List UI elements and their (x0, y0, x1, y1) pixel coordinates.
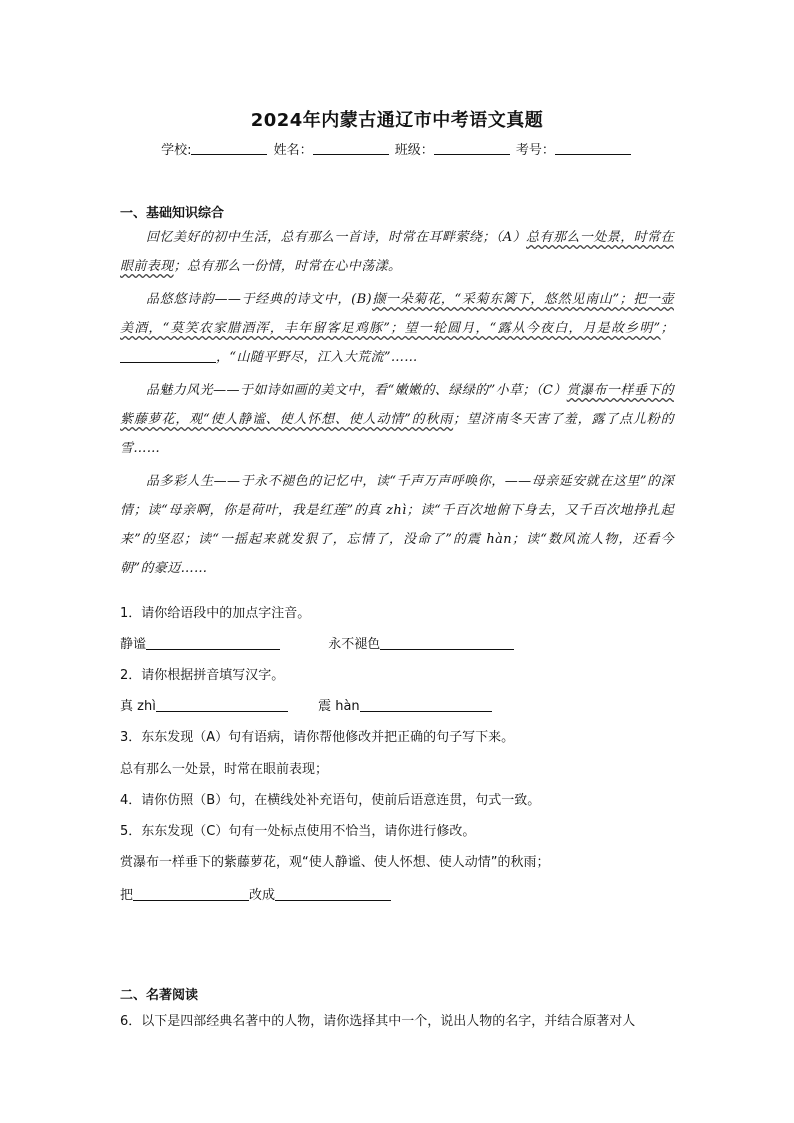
question-5-answers: 把 改成 (120, 884, 391, 903)
school-label: 学校: (161, 143, 192, 158)
question-4: 4．请你仿照（B）句，在横线处补充语句，使前后语意连贯，句式一致。 (120, 793, 541, 808)
answer-blank-original[interactable] (133, 888, 249, 901)
answer-blank-zhi[interactable] (156, 699, 288, 712)
question-2: 2．请你根据拼音填写汉字。 (120, 668, 285, 683)
passage-paragraph-2: 品悠悠诗韵——于经典的诗文中，(B)撷一朵菊花，“采菊东篱下，悠然见南山”；把一壶美酒，“莫笑农家腊酒浑，丰年留客足鸡豚”；望一轮圆月，“露从今夜白，月是故乡明”；，“山随平野尽，江入大荒流”…… (120, 292, 674, 365)
question-3-sentence: 总有那么一处景，时常在眼前表现； (120, 762, 329, 777)
section-heading-1: 一、基础知识综合 (120, 206, 225, 221)
answer-blank-tuise[interactable] (380, 637, 514, 650)
name-label: 姓名： (273, 143, 313, 158)
passage (120, 223, 674, 583)
answer-blank-jingmi[interactable] (146, 637, 280, 650)
question-6: 6．以下是四部经典名著中的人物，请你选择其中一个，说出人物的名字，并结合原著对人 (120, 1014, 636, 1029)
sentence-a: 总有那么一处景，时常在眼前表现 (120, 230, 674, 274)
passage-paragraph-4: 品多彩人生——于永不褪色的记忆中，读“千声万声呼唤你，——母亲延安就在这里”的深情；读“母亲啊，你是荷叶，我是红莲”的真 zhì；读“千百次地俯下身去，又千百次地挣扎起来”的坚忍；读“一摇起来就发狠了，忘情了，没命了”的震 hàn；读“数风流人物，还看今朝”的豪迈…… (120, 474, 674, 576)
question-1: 1．请你给语段中的加点字注音。 (120, 606, 311, 621)
passage-paragraph-1: 回忆美好的初中生活，总有那么一首诗，时常在耳畔萦绕；（A）总有那么一处景，时常在眼前表现；总有那么一份情，时常在心中荡漾。 (120, 230, 674, 274)
page-title: 2024年内蒙古通辽市中考语文真题 (250, 110, 544, 131)
sentence-c: 赏瀑布一样垂下的紫藤萝花，观“使人静谧、使人怀想、使人动情”的秋雨 (120, 383, 674, 427)
question-3: 3．东东发现（A）句有语病，请你帮他修改并把正确的句子写下来。 (120, 730, 515, 745)
number-blank[interactable] (555, 142, 631, 155)
question-5: 5．东东发现（C）句有一处标点使用不恰当，请你进行修改。 (120, 824, 476, 839)
answer-blank-revised[interactable] (275, 888, 391, 901)
school-blank[interactable] (191, 142, 267, 155)
question-5-sentence: 赏瀑布一样垂下的紫藤萝花，观“使人静谧、使人怀想、使人动情”的秋雨； (120, 855, 550, 870)
question-2-answers: 真 zhì 震 hàn (120, 695, 492, 714)
student-info-line (0, 139, 794, 158)
number-label: 考号： (515, 143, 555, 158)
question-1-answers: 静谧 永不褪色 (120, 633, 514, 652)
class-label: 班级： (394, 143, 434, 158)
class-blank[interactable] (434, 142, 510, 155)
section-heading-2: 二、名著阅读 (120, 988, 199, 1003)
answer-blank-han[interactable] (360, 699, 492, 712)
name-blank[interactable] (313, 142, 389, 155)
passage-paragraph-3: 品魅力风光——于如诗如画的美文中，看“嫩嫩的、绿绿的”小草；（C）赏瀑布一样垂下的紫藤萝花，观“使人静谧、使人怀想、使人动情”的秋雨；望济南冬天害了羞，露了点儿粉的雪…… (120, 383, 674, 456)
fill-blank-b[interactable] (120, 350, 216, 363)
sentence-b: 撷一朵菊花，“采菊东篱下，悠然见南山”；把一壶美酒，“莫笑农家腊酒浑，丰年留客足鸡豚”；望一轮圆月，“露从今夜白，月是故乡明” (120, 292, 674, 336)
